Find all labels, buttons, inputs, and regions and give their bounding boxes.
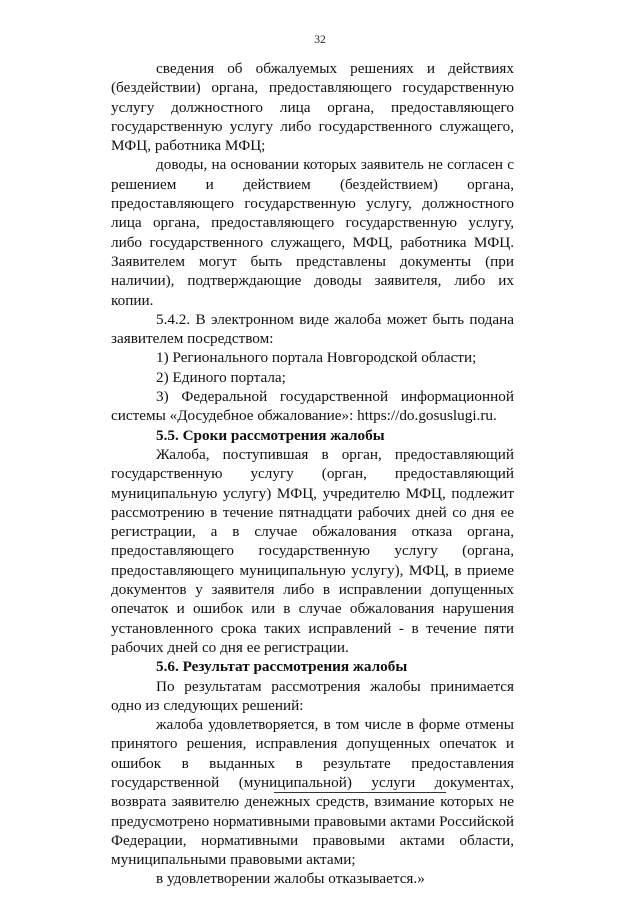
list-item-unified-portal: 2) Единого портала; [156,368,286,386]
paragraph-decision-satisfied: жалоба удовлетворяется, в том числе в форме отмены принятого решения, исправления допущенных опечаток и ошибок в выданных в результате предоставления государственной (муниципальной) услуги документах, возврата заявителю денежных средств, взимание которых не предусмотрено нормативными правовыми актами Российской Федерации, нормативными правовыми актами области, муниципальными правовыми актами; [111,716,514,869]
section-heading-5-6: 5.6. Результат рассмотрения жалобы [156,658,408,676]
list-item-regional-portal: 1) Регионального портала Новгородской области; [156,349,477,367]
paragraph-appealed-decisions: сведения об обжалуемых решениях и действиях (бездействии) органа, предоставляющего государственную услугу должностного лица органа, предоставляющего государственную услугу либо государственного служащего, МФЦ, работника МФЦ; [111,60,514,155]
paragraph-5-4-2: 5.4.2. В электронном виде жалоба может быть подана заявителем посредством: [111,310,514,348]
document-body [111,59,514,889]
page-number: 32 [314,34,326,46]
list-item-federal-system: 3) Федеральной государственной информационной системы «Досудебное обжалование»: https://do.gosuslugi.ru. [111,388,514,425]
paragraph-5-5-text: Жалоба, поступившая в орган, предоставляющий государственную услугу (орган, предоставляющий муниципальную услугу) МФЦ, учредителю МФЦ, подлежит рассмотрению в течение пятнадцати рабочих дней со дня ее регистрации, а в случае обжалования отказа органа, предоставляющего государственную услугу (органа, предоставляющего муниципальную услугу), МФЦ, в приеме документов у заявителя либо в исправлении допущенных опечаток и ошибок или в случае обжалования нарушения установленного срока таких исправлений - в течение пяти рабочих дней со дня ее регистрации. [111,445,514,656]
paragraph-arguments: доводы, на основании которых заявитель не согласен с решением и действием (бездействием) органа, предоставляющего государственную услугу, должностного лица органа, предоставляющего государственную услугу, либо государственного служащего, МФЦ, работника МФЦ. Заявителем могут быть представлены документы (при наличии), подтверждающие доводы заявителя, либо их копии. [111,156,514,309]
closing-separator-line [274,792,446,793]
paragraph-5-6-intro: По результатам рассмотрения жалобы принимается одно из следующих решений: [111,677,514,714]
paragraph-decision-refused: в удовлетворении жалобы отказывается.» [156,870,425,888]
section-heading-5-5: 5.5. Сроки рассмотрения жалобы [156,426,385,444]
